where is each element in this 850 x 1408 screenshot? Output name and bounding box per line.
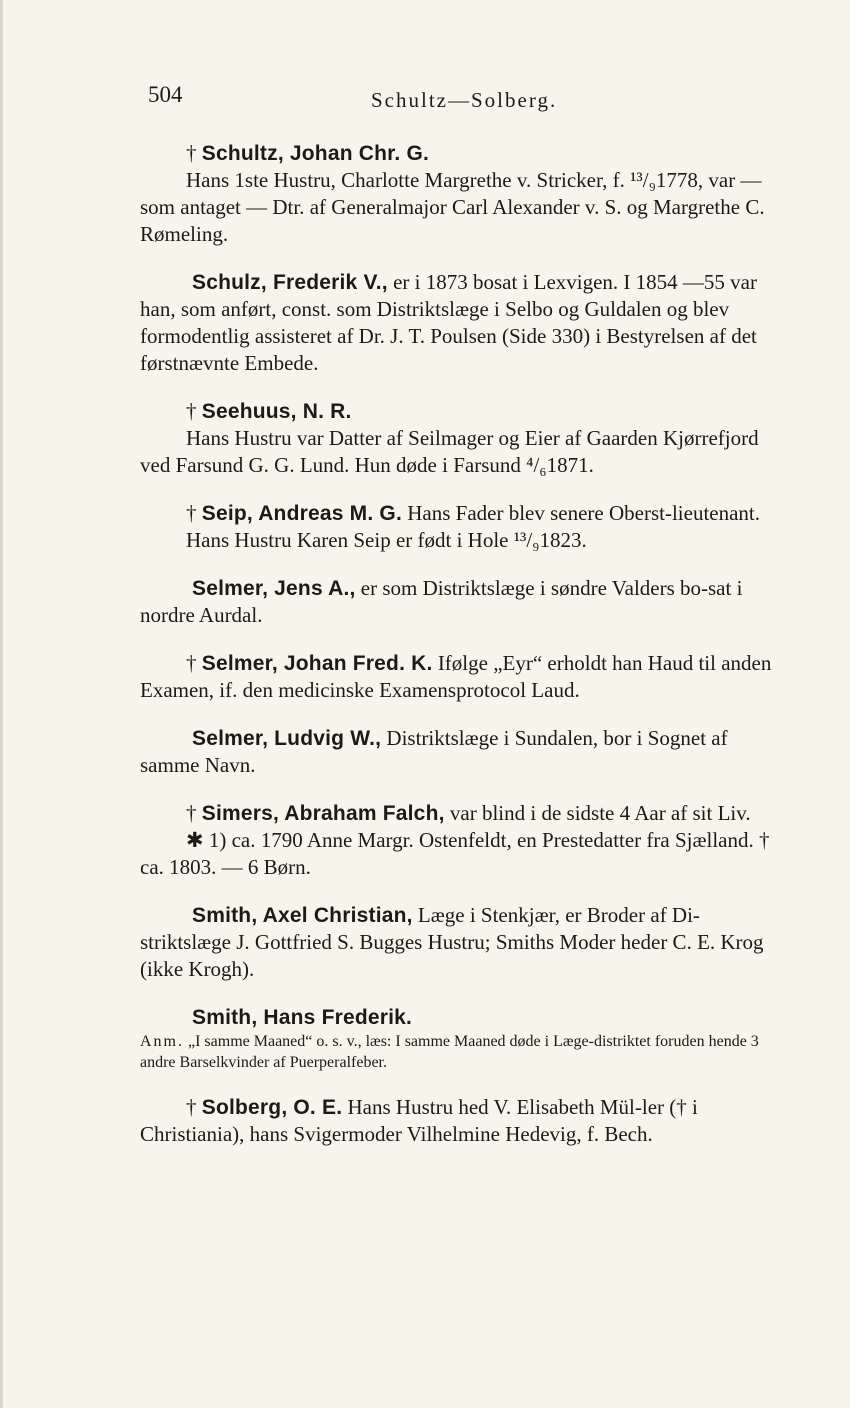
entry-text: Ifølge „Eyr“ erholdt han Haud til anden Examen, if. den medicinske Examensprotocol Laud. — [140, 651, 772, 702]
entry-name: Selmer, Ludvig W., — [192, 727, 382, 750]
entry-seip — [140, 500, 786, 554]
entry-selmer-jens — [140, 575, 786, 629]
dagger-mark: † — [186, 399, 202, 423]
entry-name: Selmer, Johan Fred. K. — [201, 652, 433, 675]
running-title: Schultz—Solberg. — [371, 88, 558, 112]
entry-text: ✱ 1) ca. 1790 Anne Margr. Ostenfeldt, en Prestedatter fra Sjælland. † ca. 1803. — 6 Børn. — [140, 828, 770, 879]
entry-text: er som Distriktslæge i søndre Valders bo-sat i nordre Aurdal. — [140, 576, 743, 627]
dagger-mark: † — [186, 651, 202, 675]
entry-text: er i 1873 bosat i Lexvigen. I 1854 —55 var han, som anført, const. som Distriktslæge i Selbo og Guldalen og blev formodentlig assisteret af Dr. J. T. Poulsen (Side 330) i Bestyrelsen af det førstnævnte Embede. — [140, 270, 757, 375]
entry-name: Smith, Hans Frederik. — [192, 1006, 413, 1029]
entry-name: Simers, Abraham Falch, — [201, 802, 445, 825]
entry-name: Schultz, Johan Chr. G. — [201, 142, 430, 165]
entry-name: Smith, Axel Christian, — [192, 904, 413, 927]
entry-text: Hans Hustru Karen Seip er født i Hole ¹³/₉1823. — [186, 528, 587, 552]
entry-simers — [140, 800, 786, 881]
entry-text: Hans 1ste Hustru, Charlotte Margrethe v. Stricker, f. ¹³/₉1778, var — som antaget — Dtr. af Generalmajor Carl Alexander v. S. og Margrethe C. Rømeling. — [140, 168, 765, 246]
annotation-label: Anm. — [140, 1033, 184, 1050]
dagger-mark: † — [186, 801, 202, 825]
entry-schultz — [140, 140, 786, 248]
entry-selmer-ludvig — [140, 725, 786, 779]
annotation-note — [140, 1031, 786, 1073]
dagger-mark: † — [186, 141, 202, 165]
dagger-mark: † — [186, 1095, 202, 1119]
entry-name: Solberg, O. E. — [201, 1096, 343, 1119]
entry-smith-axel — [140, 902, 786, 983]
entry-solberg — [140, 1094, 786, 1148]
entry-smith-hans — [140, 1004, 786, 1073]
annotation-text: „I samme Maaned“ o. s. v., læs: I samme Maaned døde i Læge-distriktet foruden hende 3 andre Barselkvinder af Puerperalfeber. — [140, 1033, 759, 1071]
entry-name: Schulz, Frederik V., — [192, 271, 388, 294]
entry-text: Distriktslæge i Sundalen, bor i Sognet af samme Navn. — [140, 726, 728, 777]
entry-selmer-johan — [140, 650, 786, 704]
entry-seehuus — [140, 398, 786, 479]
page-header — [146, 82, 786, 112]
dagger-mark: † — [186, 501, 202, 525]
entry-name: Selmer, Jens A., — [192, 577, 356, 600]
entries-list — [140, 140, 786, 1169]
page-number: 504 — [148, 82, 183, 107]
entry-text: var blind i de sidste 4 Aar af sit Liv. — [444, 801, 751, 825]
entry-text: Hans Hustru hed V. Elisabeth Mül-ler († i Christiania), hans Svigermoder Vilhelmine Hedevig, f. Bech. — [140, 1095, 698, 1146]
entry-name: Seip, Andreas M. G. — [201, 502, 402, 525]
entry-text: Hans Fader blev senere Oberst-lieutenant. — [401, 501, 761, 525]
entry-name: Seehuus, N. R. — [201, 400, 352, 423]
entry-text: Hans Hustru var Datter af Seilmager og Eier af Gaarden Kjørrefjord ved Farsund G. G. Lund. Hun døde i Farsund ⁴/₆1871. — [140, 426, 759, 477]
entry-schulz — [140, 269, 786, 377]
entry-text: Læge i Stenkjær, er Broder af Di-striktslæge J. Gottfried S. Bugges Hustru; Smiths Moder heder C. E. Krog (ikke Krogh). — [140, 903, 764, 981]
